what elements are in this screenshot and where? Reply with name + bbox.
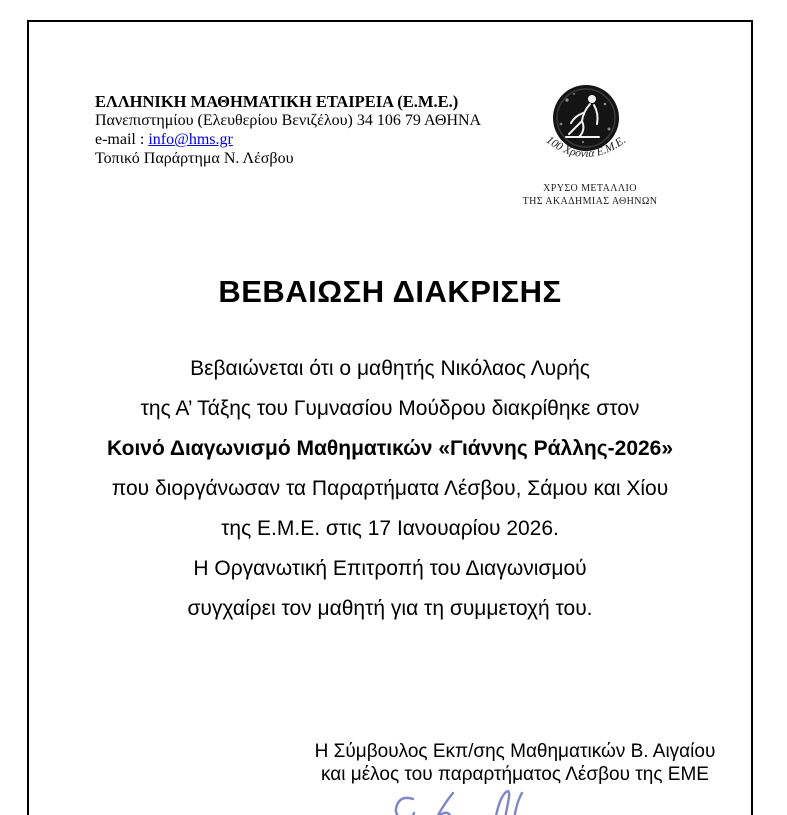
- body-line-competition-name: Κοινό Διαγωνισμό Μαθηματικών «Γιάννης Ράλλης-2026»: [106, 437, 674, 460]
- medal-caption-line2: ΤΗΣ ΑΚΑΔΗΜΙΑΣ ΑΘΗΝΩΝ: [522, 195, 658, 207]
- certificate-body: [27, 349, 753, 629]
- organization-address: Πανεπιστημίου (Ελευθερίου Βενιζέλου) 34 106 79 ΑΘΗΝΑ: [95, 112, 482, 129]
- medal-seal-icon: [511, 82, 669, 178]
- body-line: Η Οργανωτική Επιτροπή του Διαγωνισμού: [193, 557, 587, 580]
- letterhead: [95, 92, 481, 168]
- medal-arc-text: 100 Χρόνια Ε.Μ.Ε.: [543, 134, 629, 161]
- medal-caption-line1: ΧΡΥΣΟ ΜΕΤΑΛΛΙΟ: [543, 183, 637, 194]
- body-line: της Ε.Μ.Ε. στις 17 Ιανουαρίου 2026.: [221, 517, 559, 540]
- signatory-title-line1: Η Σύμβουλος Εκπ/σης Μαθηματικών Β. Αιγαίου: [314, 741, 716, 762]
- signatory-title-line2: και μέλος του παραρτήματος Λέσβου της ΕΜΕ: [321, 764, 709, 785]
- handwritten-signature: [383, 789, 553, 815]
- document-title: ΒΕΒΑΙΩΣΗ ΔΙΑΚΡΙΣΗΣ: [218, 274, 562, 309]
- medal-logo: [511, 82, 669, 208]
- body-line: της Α’ Τάξης του Γυμνασίου Μούδρου διακρίθηκε στον: [140, 397, 640, 420]
- body-line: Βεβαιώνεται ότι ο μαθητής Νικόλαος Λυρής: [190, 357, 590, 380]
- organization-email-row: [95, 130, 481, 149]
- organization-branch: Τοπικό Παράρτημα Ν. Λέσβου: [95, 150, 294, 167]
- email-link[interactable]: info@hms.gr: [148, 131, 233, 148]
- signatory-block: [300, 740, 730, 786]
- email-label: e-mail :: [95, 131, 149, 148]
- organization-name: ΕΛΛΗΝΙΚΗ ΜΑΘΗΜΑΤΙΚΗ ΕΤΑΙΡΕΙΑ (Ε.Μ.Ε.): [95, 92, 459, 111]
- body-line: που διοργάνωσαν τα Παραρτήματα Λέσβου, Σάμου και Χίου: [111, 477, 669, 500]
- body-line: συγχαίρει τον μαθητή για τη συμμετοχή του.: [187, 597, 593, 620]
